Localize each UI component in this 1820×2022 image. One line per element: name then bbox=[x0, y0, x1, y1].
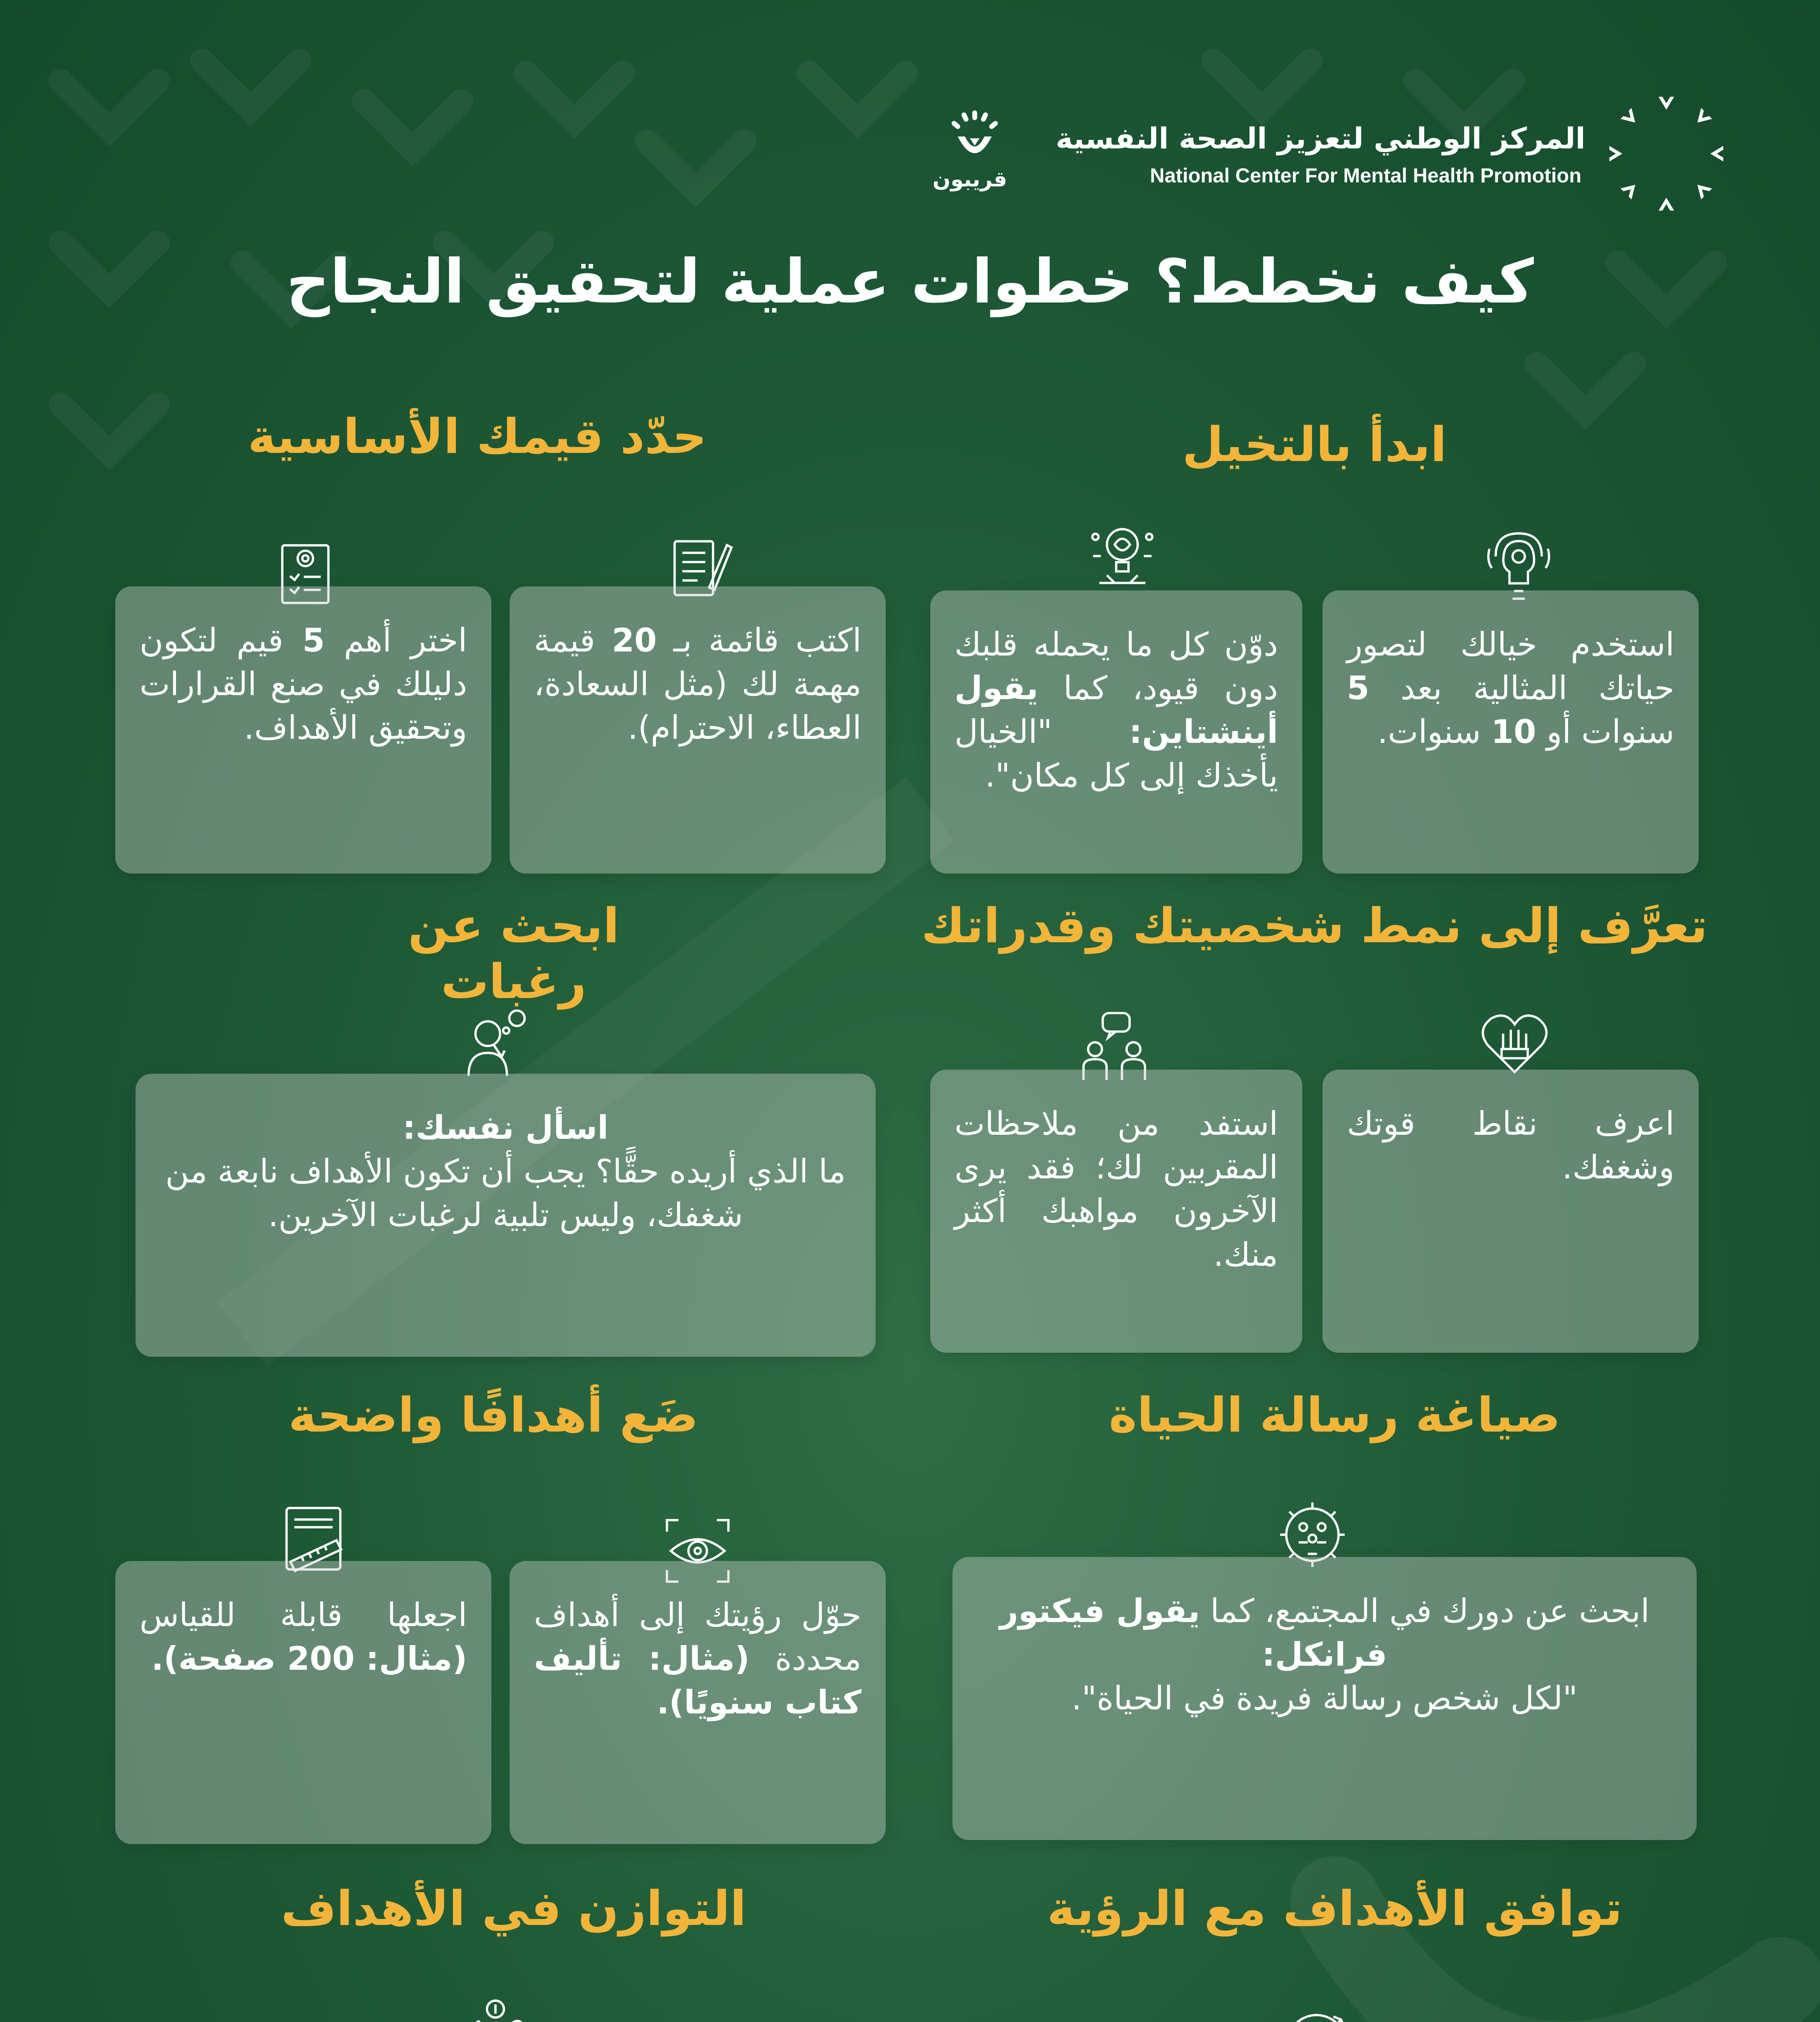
card-text: ما الذي أريده حقًّا؟ يجب أن تكون الأهداف نابعة من شغفك، وليس تلبية لرغبات الآخرين. bbox=[165, 1153, 846, 1234]
card-text: "لكل شخص رسالة فريدة في الحياة". bbox=[1071, 1679, 1578, 1717]
card-desires bbox=[135, 1074, 876, 1357]
card-values-2 bbox=[115, 586, 491, 874]
section-title-personality: تعرَّف إلى نمط شخصيتك وقدراتك bbox=[921, 898, 1708, 954]
logo-ncmh-icon bbox=[1602, 89, 1731, 218]
card-personality-2 bbox=[930, 1070, 1302, 1353]
partner-name: قريبون bbox=[932, 167, 1007, 192]
card-text: دوّن كل ما يحمله قلبك دون قيود، كما bbox=[954, 626, 1278, 707]
card-text: سنوات أو bbox=[1536, 713, 1674, 751]
card-text: ابحث عن دورك في المجتمع، كما bbox=[1200, 1592, 1650, 1630]
fist-heart-icon bbox=[1476, 1003, 1553, 1080]
section-title-imagine: ابدأ بالتخيل bbox=[1182, 417, 1447, 472]
card-text: اجعلها قابلة للقياس bbox=[140, 1596, 467, 1634]
card-bold: 10 bbox=[1491, 713, 1536, 751]
section-title-balance: التوازن في الأهداف bbox=[281, 1880, 747, 1936]
card-bold: 5 bbox=[302, 622, 325, 659]
card-imagine-2 bbox=[930, 590, 1302, 874]
card-text: اكتب قائمة بـ bbox=[656, 622, 861, 659]
target-arrow-icon bbox=[1278, 2006, 1355, 2022]
org-name-ar: المركز الوطني لتعزيز الصحة النفسية bbox=[1056, 121, 1585, 155]
section-title-mission: صياغة رسالة الحياة bbox=[1109, 1387, 1561, 1443]
brain-idea-icon bbox=[1084, 518, 1161, 594]
card-text: سنوات. bbox=[1378, 713, 1491, 751]
org-name-en: National Center For Mental Health Promotion bbox=[1150, 164, 1581, 187]
card-values-1 bbox=[510, 586, 886, 874]
card-text: اعرف نقاط قوتك وشغفك. bbox=[1347, 1105, 1674, 1186]
card-bold: 5 bbox=[1347, 669, 1369, 707]
section-title-desires: ابحث عن رغبات bbox=[408, 898, 620, 1009]
card-bold: يقول فيكتور فرانكل: bbox=[999, 1592, 1387, 1673]
thinking-person-icon bbox=[457, 1003, 534, 1080]
card-text: حوّل رؤيتك إلى أهداف محددة bbox=[534, 1596, 862, 1677]
card-text: قيمة مهمة لك (مثل السعادة، العطاء، الاحترام). bbox=[534, 622, 861, 747]
card-text: استفد من ملاحظات المقربين لك؛ فقد يرى الآخرون مواهبك أكثر منك. bbox=[954, 1105, 1278, 1273]
card-bold: 20 bbox=[612, 622, 657, 659]
ncmh-logo bbox=[1602, 89, 1747, 218]
section-title-alignment: توافق الأهداف مع الرؤية bbox=[1047, 1880, 1623, 1936]
card-imagine-1 bbox=[1323, 590, 1699, 874]
card-goals-1 bbox=[510, 1561, 886, 1844]
card-goals-2 bbox=[115, 1561, 491, 1844]
card-text: قيم لتكون دليلك في صنع القرارات وتحقيق الأهداف. bbox=[140, 622, 467, 747]
card-text: اختر أهم bbox=[325, 622, 467, 659]
card-text: "الخيال يأخذك إلى كل مكان". bbox=[954, 713, 1278, 794]
section-title-goals: ضَع أهدافًا واضحة bbox=[288, 1387, 698, 1443]
page-title: كيف نخطط؟ خطوات عملية لتحقيق النجاح bbox=[286, 247, 1534, 317]
hands-balance-icon bbox=[457, 1994, 534, 2022]
card-bold: يقول أينشتاين: bbox=[954, 669, 1278, 751]
card-bold: (مثال: تأليف كتاب سنويًا). bbox=[534, 1640, 861, 1721]
card-mission bbox=[952, 1557, 1697, 1840]
card-bold: (مثال: 200 صفحة). bbox=[151, 1640, 467, 1677]
section-title-values: حدّد قيمك الأساسية bbox=[248, 408, 707, 464]
logo-qaribun-icon bbox=[944, 109, 1005, 170]
card-personality-1 bbox=[1323, 1070, 1699, 1353]
card-bold: اسأل نفسك: bbox=[402, 1109, 609, 1146]
qaribun-logo bbox=[932, 109, 1007, 210]
card-text: استخدم خيالك لتصور حياتك المثالية بعد bbox=[1347, 626, 1674, 707]
